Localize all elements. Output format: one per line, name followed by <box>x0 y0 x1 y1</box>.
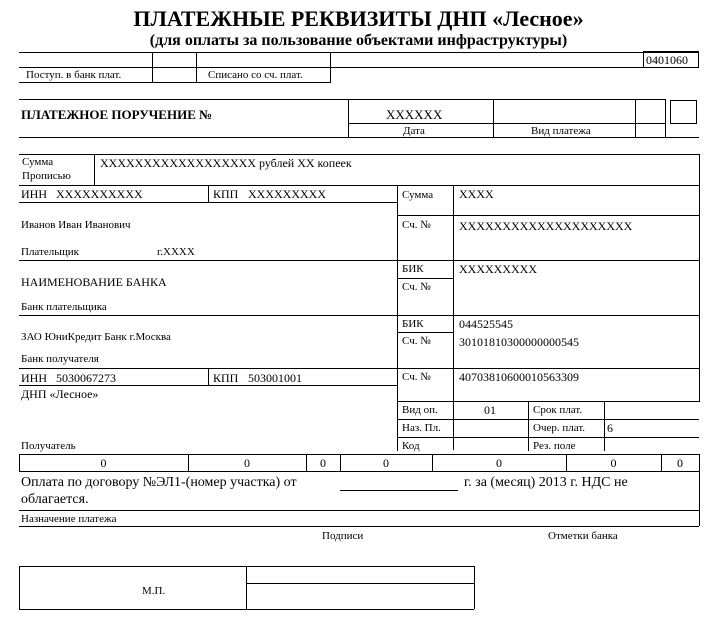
order-date-value: XXXXXX <box>386 107 443 122</box>
payer-label: Плательщик <box>21 246 79 258</box>
debited-label: Списано со сч. плат. <box>208 69 303 81</box>
recipient-bank-account-value: 30101810300000000545 <box>459 335 579 349</box>
payer-bank-bik-value: XXXXXXXXX <box>459 262 537 276</box>
recipient-bank-name: ЗАО ЮниКредит Банк г.Москва <box>21 331 171 343</box>
order-title: ПЛАТЕЖНОЕ ПОРУЧЕНИЕ № <box>21 107 213 122</box>
page-title: ПЛАТЕЖНЫЕ РЕКВИЗИТЫ ДНП «Лесное» <box>133 6 584 31</box>
zero-cell: 0 <box>383 456 389 470</box>
purpose-line2: облагается. <box>21 492 89 507</box>
payer-kpp-value: XXXXXXXXX <box>248 187 326 201</box>
purpose-line1b: г. за (месяц) 2013 г. НДС не <box>464 475 628 490</box>
zero-cell: 0 <box>677 456 683 470</box>
amount-words-label1: Сумма <box>22 156 54 168</box>
kod-label: Код <box>402 440 420 452</box>
payer-inn-value: XXXXXXXXXX <box>56 187 143 201</box>
stamp-label: М.П. <box>142 585 166 597</box>
payer-account-label: Сч. № <box>402 219 431 231</box>
ocher-value: 6 <box>607 421 613 435</box>
payer-bank-label: Банк плательщика <box>21 301 107 313</box>
ocher-label: Очер. плат. <box>533 422 586 434</box>
bank-marks-label: Отметки банка <box>548 530 618 542</box>
recipient-account-label: Сч. № <box>402 371 431 383</box>
payer-bank-bik-label: БИК <box>402 263 424 275</box>
zero-cell: 0 <box>100 456 107 470</box>
recipient-kpp-value: 503001001 <box>248 371 302 385</box>
payer-account-value: XXXXXXXXXXXXXXXXXXXX <box>459 219 633 233</box>
zero-cell: 0 <box>320 456 326 470</box>
payer-city: г.XXXX <box>157 246 195 258</box>
purpose-label: Назначение платежа <box>21 513 117 525</box>
recipient-account-value: 40703810600010563309 <box>459 370 579 384</box>
zero-cell: 0 <box>496 456 502 470</box>
recipient-bank-bik-label: БИК <box>402 318 424 330</box>
page-subtitle: (для оплаты за пользование объектами инфраструктуры) <box>149 32 568 49</box>
zero-cell: 0 <box>610 456 617 470</box>
recipient-inn-value: 5030067273 <box>56 371 116 385</box>
payer-name: Иванов Иван Иванович <box>21 219 131 231</box>
payer-bank-name: НАИМЕНОВАНИЕ БАНКА <box>21 275 167 289</box>
recipient-name: ДНП «Лесное» <box>21 387 99 401</box>
recipient-kpp-label: КПП <box>213 371 239 385</box>
srok-label: Срок плат. <box>533 404 583 416</box>
recipient-label: Получатель <box>21 440 76 452</box>
rez-label: Рез. поле <box>533 440 576 452</box>
recipient-inn-label: ИНН <box>21 371 47 385</box>
purpose-line1: Оплата по договору №ЭЛ1-(номер участка) от <box>21 475 297 490</box>
amount-words-value: XXXXXXXXXXXXXXXXXX рублей XX копеек <box>100 156 352 170</box>
payer-inn-label: ИНН <box>21 187 47 201</box>
amount-words-label2: Прописью <box>22 170 71 182</box>
order-date-label: Дата <box>403 125 425 137</box>
received-label: Поступ. в банк плат. <box>26 69 122 81</box>
recipient-bank-label: Банк получателя <box>21 353 99 365</box>
recipient-bank-account-label: Сч. № <box>402 335 431 347</box>
payer-amount-value: XXXX <box>459 187 494 201</box>
recipient-bank-bik-value: 044525545 <box>459 317 513 331</box>
payment-type-label: Вид платежа <box>531 125 591 137</box>
payer-bank-account-label: Сч. № <box>402 281 431 293</box>
payer-amount-label: Сумма <box>402 189 434 201</box>
signatures-label: Подписи <box>322 530 364 542</box>
vid-op-label: Вид оп. <box>402 404 438 416</box>
payer-kpp-label: КПП <box>213 187 239 201</box>
naz-pl-label: Наз. Пл. <box>402 422 441 434</box>
zero-cell: 0 <box>244 456 250 470</box>
vid-op-value: 01 <box>484 403 496 417</box>
form-code: 0401060 <box>646 53 688 67</box>
